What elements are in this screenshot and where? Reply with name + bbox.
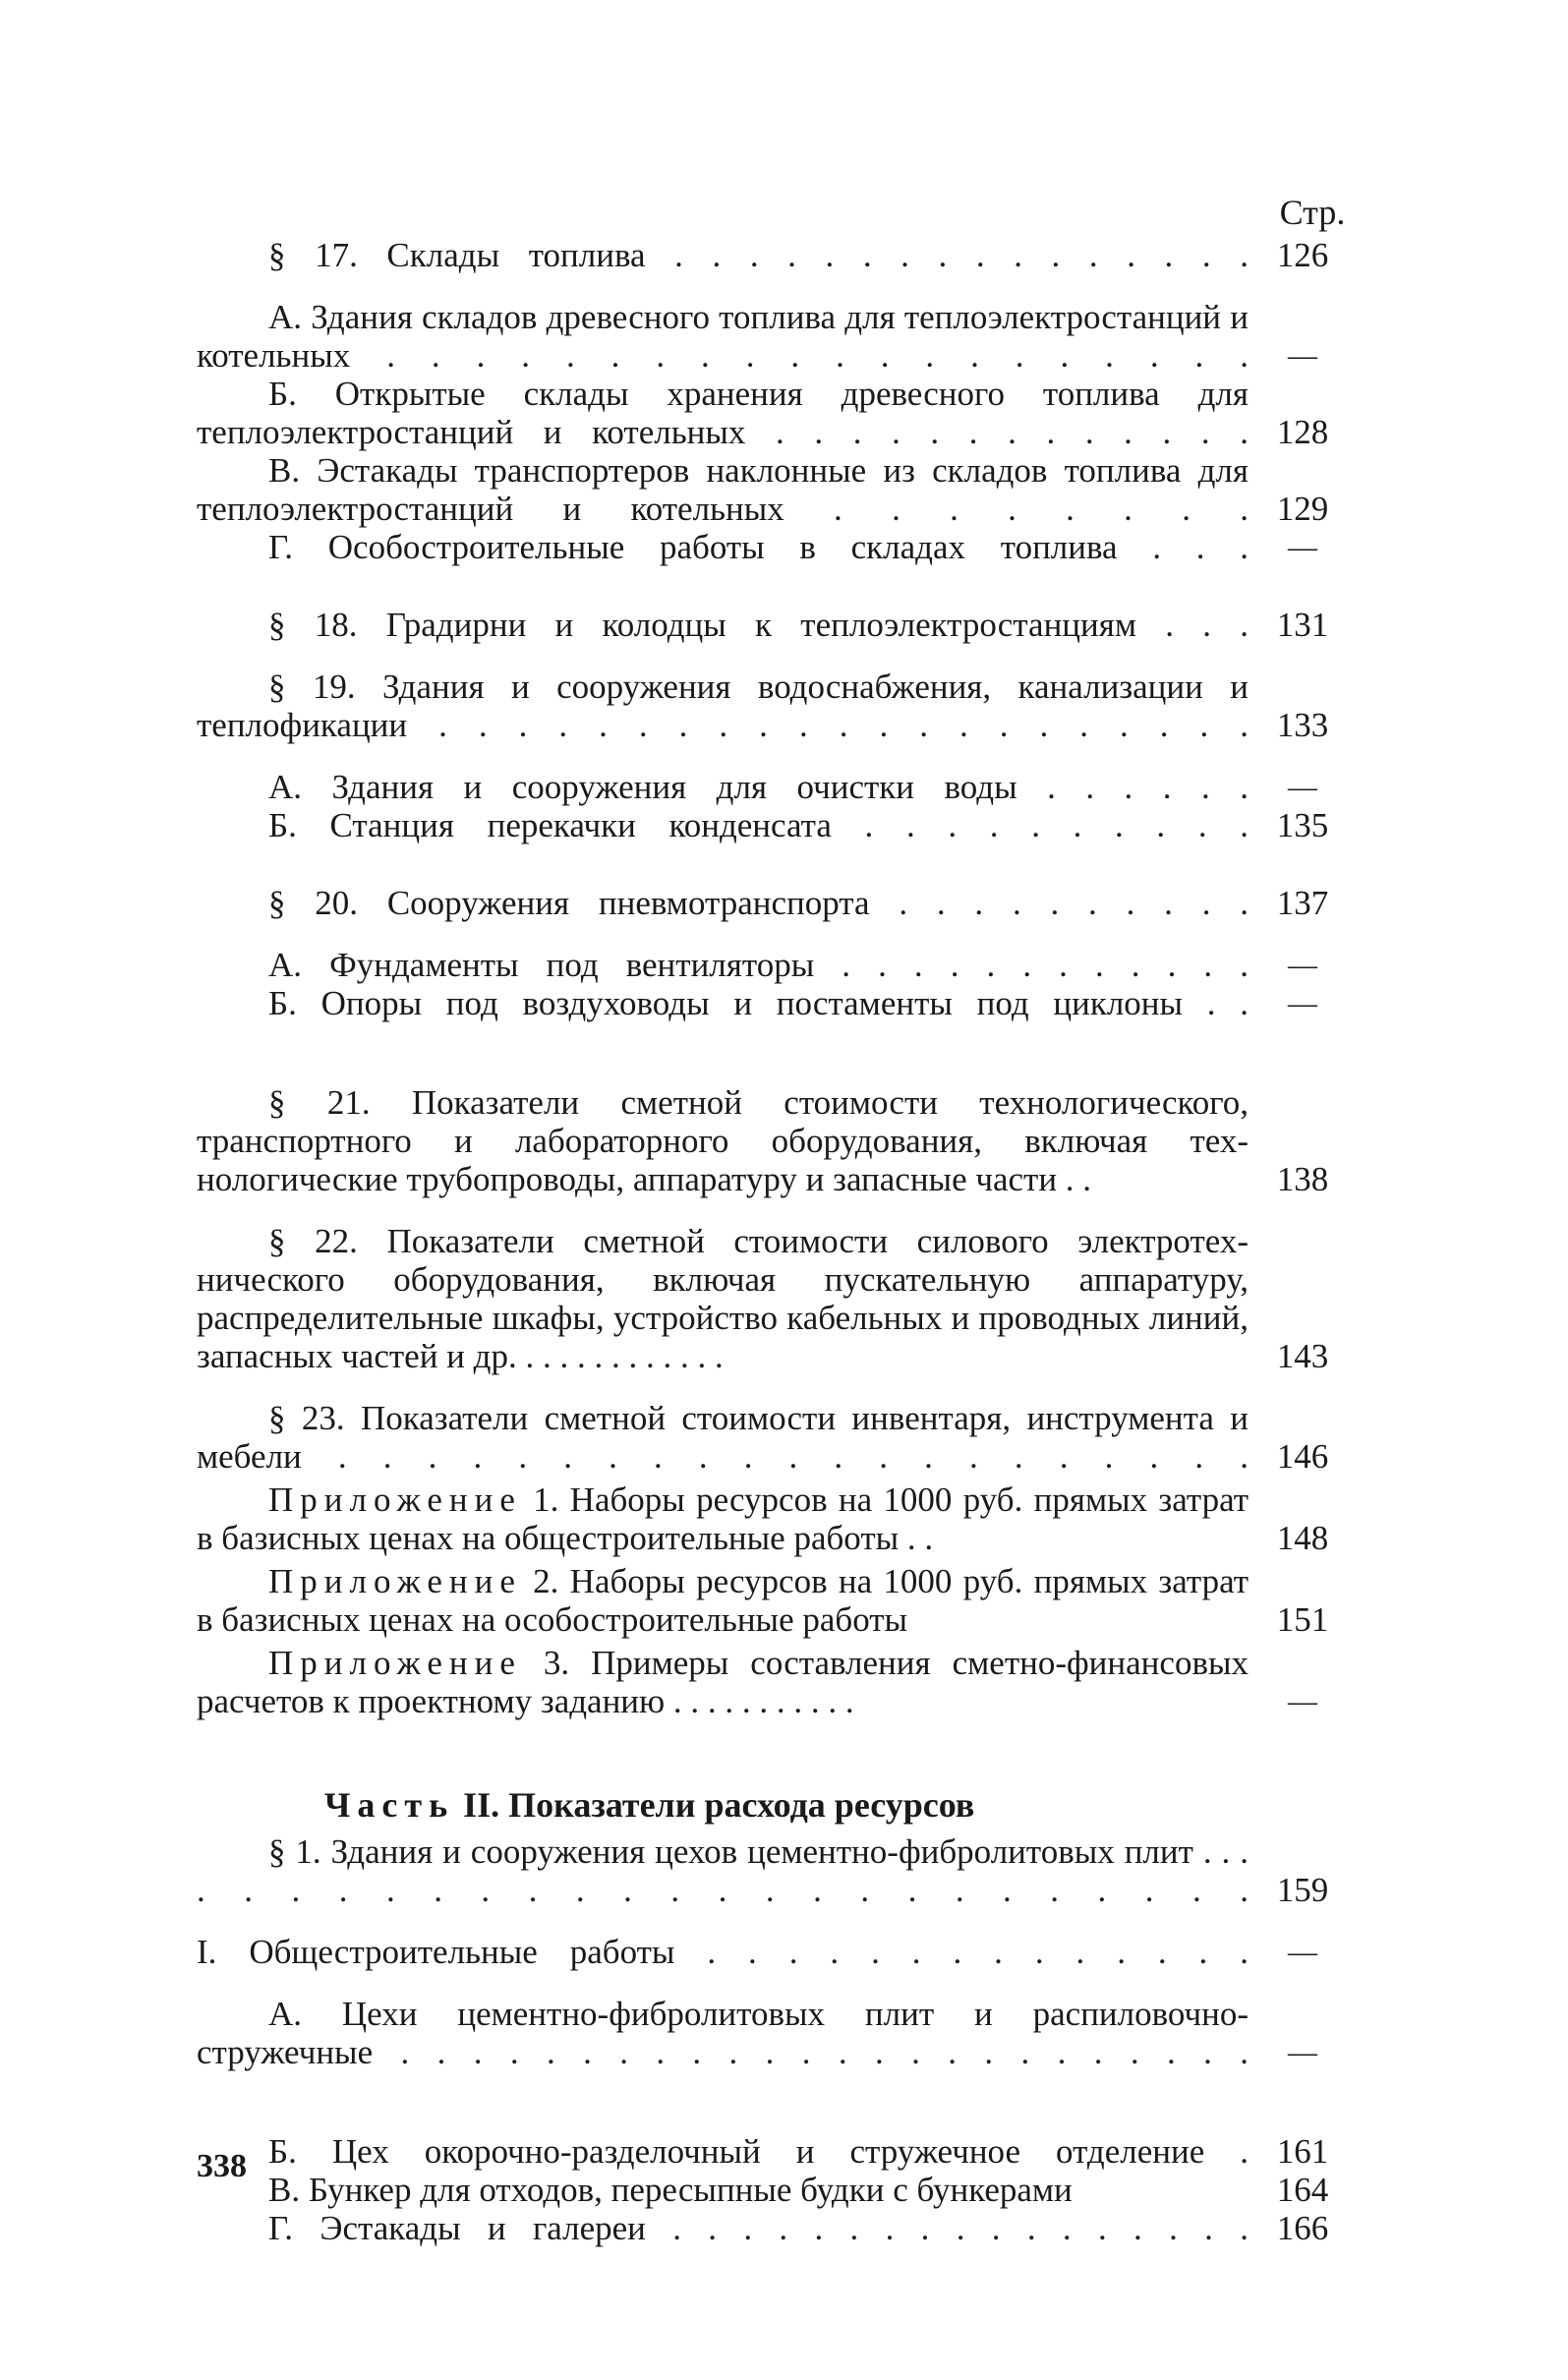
toc-entry-page: 128 xyxy=(1276,413,1329,451)
toc-entry-title xyxy=(197,1644,1249,1720)
toc-entry-title: § 1. Здания и сооружения цехов цементно-фибролитовых плит . . . . . . . . . . . . . . . . . . . . . . . . . . xyxy=(197,1832,1249,1909)
toc-entry-title: А. Цехи цементно-фибролитовых плит и распиловочно-стружечные . . . . . . . . . . . . . . . . . . . . . . . . xyxy=(197,1995,1249,2071)
toc-entry-appendix-3 xyxy=(197,1644,1366,1720)
toc-entry-title: § 19. Здания и сооружения водоснабжения, канализации и теплофикации . . . . . . . . . . . . . . . . . . . . . xyxy=(197,668,1249,744)
toc-entry-title: Б. Цех окорочно-разделочный и стружечное отделение . xyxy=(268,2132,1249,2171)
toc-entry-page: 135 xyxy=(1276,806,1329,844)
toc-entry-section-22 xyxy=(197,1222,1366,1375)
part-heading xyxy=(197,1785,1366,1825)
toc-entry-title: Г. Особостроительные работы в складах топлива . . . xyxy=(268,528,1249,566)
toc-entry-section-19 xyxy=(197,668,1366,744)
appendix-label: Приложение xyxy=(268,1562,522,1600)
toc-entry-title xyxy=(197,1480,1249,1557)
toc-entry-title: Г. Эстакады и галереи . . . . . . . . . . . . . . . . . xyxy=(268,2209,1249,2247)
toc-entry-appendix-2 xyxy=(197,1562,1366,1639)
toc-entry-page: — xyxy=(1288,987,1317,1019)
toc-entry-title: А. Здания складов древесного топлива для теплоэлектростанций и котельных . . . . . . . . . . . . . . . . . . . . xyxy=(197,298,1249,375)
toc-entry-page: — xyxy=(1288,339,1317,372)
toc-entry-title: § 17. Склады топлива . . . . . . . . . . . . . . . . xyxy=(268,236,1249,274)
toc-entry-page: 159 xyxy=(1276,1871,1329,1909)
toc-entry-page: 126 xyxy=(1276,236,1329,274)
toc-entry-section-23 xyxy=(197,1399,1366,1476)
page-column-header: Стр. xyxy=(1279,193,1346,232)
toc-entry-page: — xyxy=(1288,771,1317,803)
appendix-title: 3. Примеры составления сметно-финансовых расчетов к проектному заданию . . . . . . . . . . . xyxy=(197,1644,1249,1720)
toc-entry-title: Б. Опоры под воздуховоды и постаменты под циклоны . . xyxy=(268,984,1249,1022)
toc-entry-title: Б. Станция перекачки конденсата . . . . . . . . . . xyxy=(268,806,1249,844)
toc-entry-section-18 xyxy=(197,606,1366,644)
toc-entry-title: § 22. Показатели сметной стоимости силового электротехнического оборудования, включая пускательную аппаратуру, распределительные шкафы, устройство кабельных и проводных линий, запасных частей и др. . . . . . . . . . . . . xyxy=(197,1222,1249,1375)
toc-entry-title: А. Здания и сооружения для очистки воды . . . . . . xyxy=(268,768,1249,806)
appendix-title: 1. Наборы ресурсов на 1000 руб. прямых затрат в базисных ценах на общестроительные работы . . xyxy=(197,1480,1249,1557)
toc-entry-page: 146 xyxy=(1276,1437,1329,1476)
toc-entry-section-17 xyxy=(197,236,1366,274)
toc-entry-17g xyxy=(197,528,1366,566)
toc-entry-title: В. Эстакады транспортеров наклонные из складов топлива для теплоэлектростанций и котельных . . . . . . . . xyxy=(197,451,1249,528)
toc-entry-page: — xyxy=(1288,2036,1317,2068)
toc-entry-page: — xyxy=(1288,949,1317,981)
toc-entry-page: 161 xyxy=(1276,2132,1329,2171)
toc-entry-part2-b xyxy=(197,2132,1366,2171)
toc-entry-title: А. Фундаменты под вентиляторы . . . . . . . . . . . . xyxy=(268,946,1249,984)
toc-entry-20b xyxy=(197,984,1366,1022)
toc-entry-page: 151 xyxy=(1276,1600,1329,1639)
toc-entry-page: 133 xyxy=(1276,706,1329,744)
toc-entry-part2-g xyxy=(197,2209,1366,2247)
toc-entry-title: § 23. Показатели сметной стоимости инвентаря, инструмента и мебели . . . . . . . . . . . . . . . . . . . . . xyxy=(197,1399,1249,1476)
toc-entry-20a xyxy=(197,946,1366,984)
toc-entry-title: Б. Открытые склады хранения древесного топлива для теплоэлектростанций и котельных . . . . . . . . . . . . . xyxy=(197,375,1249,451)
toc-entry-part2-section-1 xyxy=(197,1832,1366,1909)
toc-entry-page: 138 xyxy=(1276,1160,1329,1198)
part-heading-label: Часть xyxy=(324,1785,455,1825)
toc-entry-page: — xyxy=(1288,1685,1317,1717)
toc-entry-page: 148 xyxy=(1276,1519,1329,1557)
toc-entry-section-20 xyxy=(197,884,1366,922)
toc-entry-17b xyxy=(197,375,1366,451)
toc-entry-part2-general-works xyxy=(197,1933,1366,1971)
toc-entry-page: 164 xyxy=(1276,2171,1329,2209)
toc-entry-appendix-1 xyxy=(197,1480,1366,1557)
toc-entry-page: 143 xyxy=(1276,1337,1329,1375)
toc-entry-title xyxy=(197,1562,1249,1639)
table-of-contents xyxy=(197,236,1366,2247)
toc-entry-title: I. Общестроительные работы . . . . . . . . . . . . . . xyxy=(197,1933,1249,1971)
appendix-label: Приложение xyxy=(268,1480,522,1519)
toc-entry-19b xyxy=(197,806,1366,844)
toc-entry-17v xyxy=(197,451,1366,528)
page-number: 338 xyxy=(197,2148,247,2184)
toc-entry-title: § 18. Градирни и колодцы к теплоэлектростанциям . . . xyxy=(268,606,1249,644)
toc-entry-title: § 20. Сооружения пневмотранспорта . . . . . . . . . . xyxy=(268,884,1249,922)
toc-entry-part2-a xyxy=(197,1995,1366,2071)
toc-entry-part2-v xyxy=(197,2171,1366,2209)
toc-entry-page: 166 xyxy=(1276,2209,1329,2247)
toc-entry-19a xyxy=(197,768,1366,806)
appendix-title: 2. Наборы ресурсов на 1000 руб. прямых затрат в базисных ценах на особостроительные работы xyxy=(197,1562,1249,1639)
toc-entry-page: 131 xyxy=(1276,606,1329,644)
toc-entry-page: 137 xyxy=(1276,884,1329,922)
part-heading-title: II. Показатели расхода ресурсов xyxy=(454,1785,975,1825)
appendix-label: Приложение xyxy=(268,1644,522,1682)
toc-entry-page: — xyxy=(1288,1936,1317,1968)
toc-entry-section-21 xyxy=(197,1083,1366,1198)
toc-entry-title: В. Бункер для отходов, пересыпные будки с бункерами xyxy=(268,2171,1073,2209)
toc-entry-title: § 21. Показатели сметной стоимости технологического, транспортного и лабораторного оборудования, включая технологические трубопроводы, аппаратуру и запасные части . . xyxy=(197,1083,1249,1198)
toc-entry-17a xyxy=(197,298,1366,375)
toc-entry-page: 129 xyxy=(1276,490,1329,528)
toc-entry-page: — xyxy=(1288,531,1317,563)
